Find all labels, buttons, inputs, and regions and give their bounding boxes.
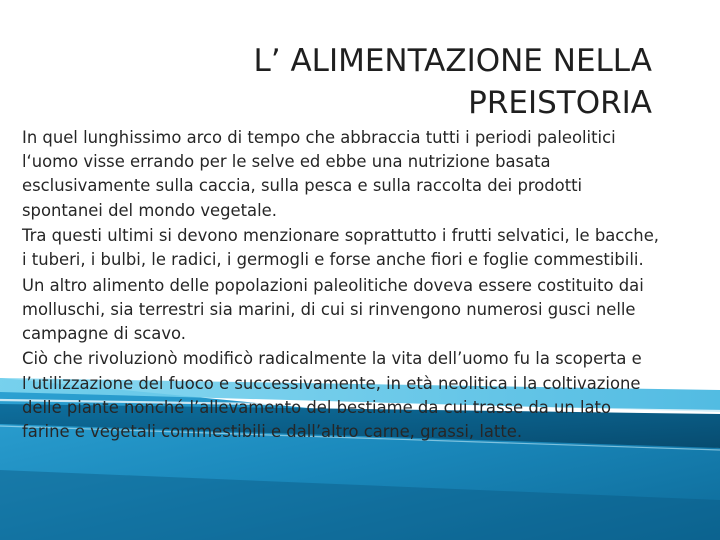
paragraph-wild-plants: Tra questi ultimi si devono menzionare soprattutto i frutti selvatici, le bacche, i tuberi, i bulbi, le radici, i germogli e forse anche fiori e foglie commestibili. bbox=[22, 226, 659, 270]
slide-title: L’ ALIMENTAZIONE NELLA PREISTORIA bbox=[253, 43, 652, 121]
paragraph-fire-and-agriculture: Ciò che rivoluzionò modificò radicalmente la vita dell’uomo fu la scoperta e l’utilizzazione del fuoco e successivamente, in età neolitica i la coltivazione delle piante nonché l’allevamento del bestiame da cui trasse da un lato farine e vegetali commestibili e dall’altro carne, grassi, latte. bbox=[22, 349, 642, 441]
paragraph-molluscs: Un altro alimento delle popolazioni paleolitiche doveva essere costituito dai molluschi, sia terrestri sia marini, di cui si rinvengono numerosi gusci nelle campagne di scavo. bbox=[22, 275, 644, 343]
slide-body-text bbox=[22, 126, 662, 445]
paragraph-paleolithic-nutrition: In quel lunghissimo arco di tempo che abbraccia tutti i periodi paleolitici l‘uomo visse errando per le selve ed ebbe una nutrizione basata esclusivamente sulla caccia, sulla pesca e sulla raccolta dei prodotti spontanei del mondo vegetale. bbox=[22, 128, 616, 220]
